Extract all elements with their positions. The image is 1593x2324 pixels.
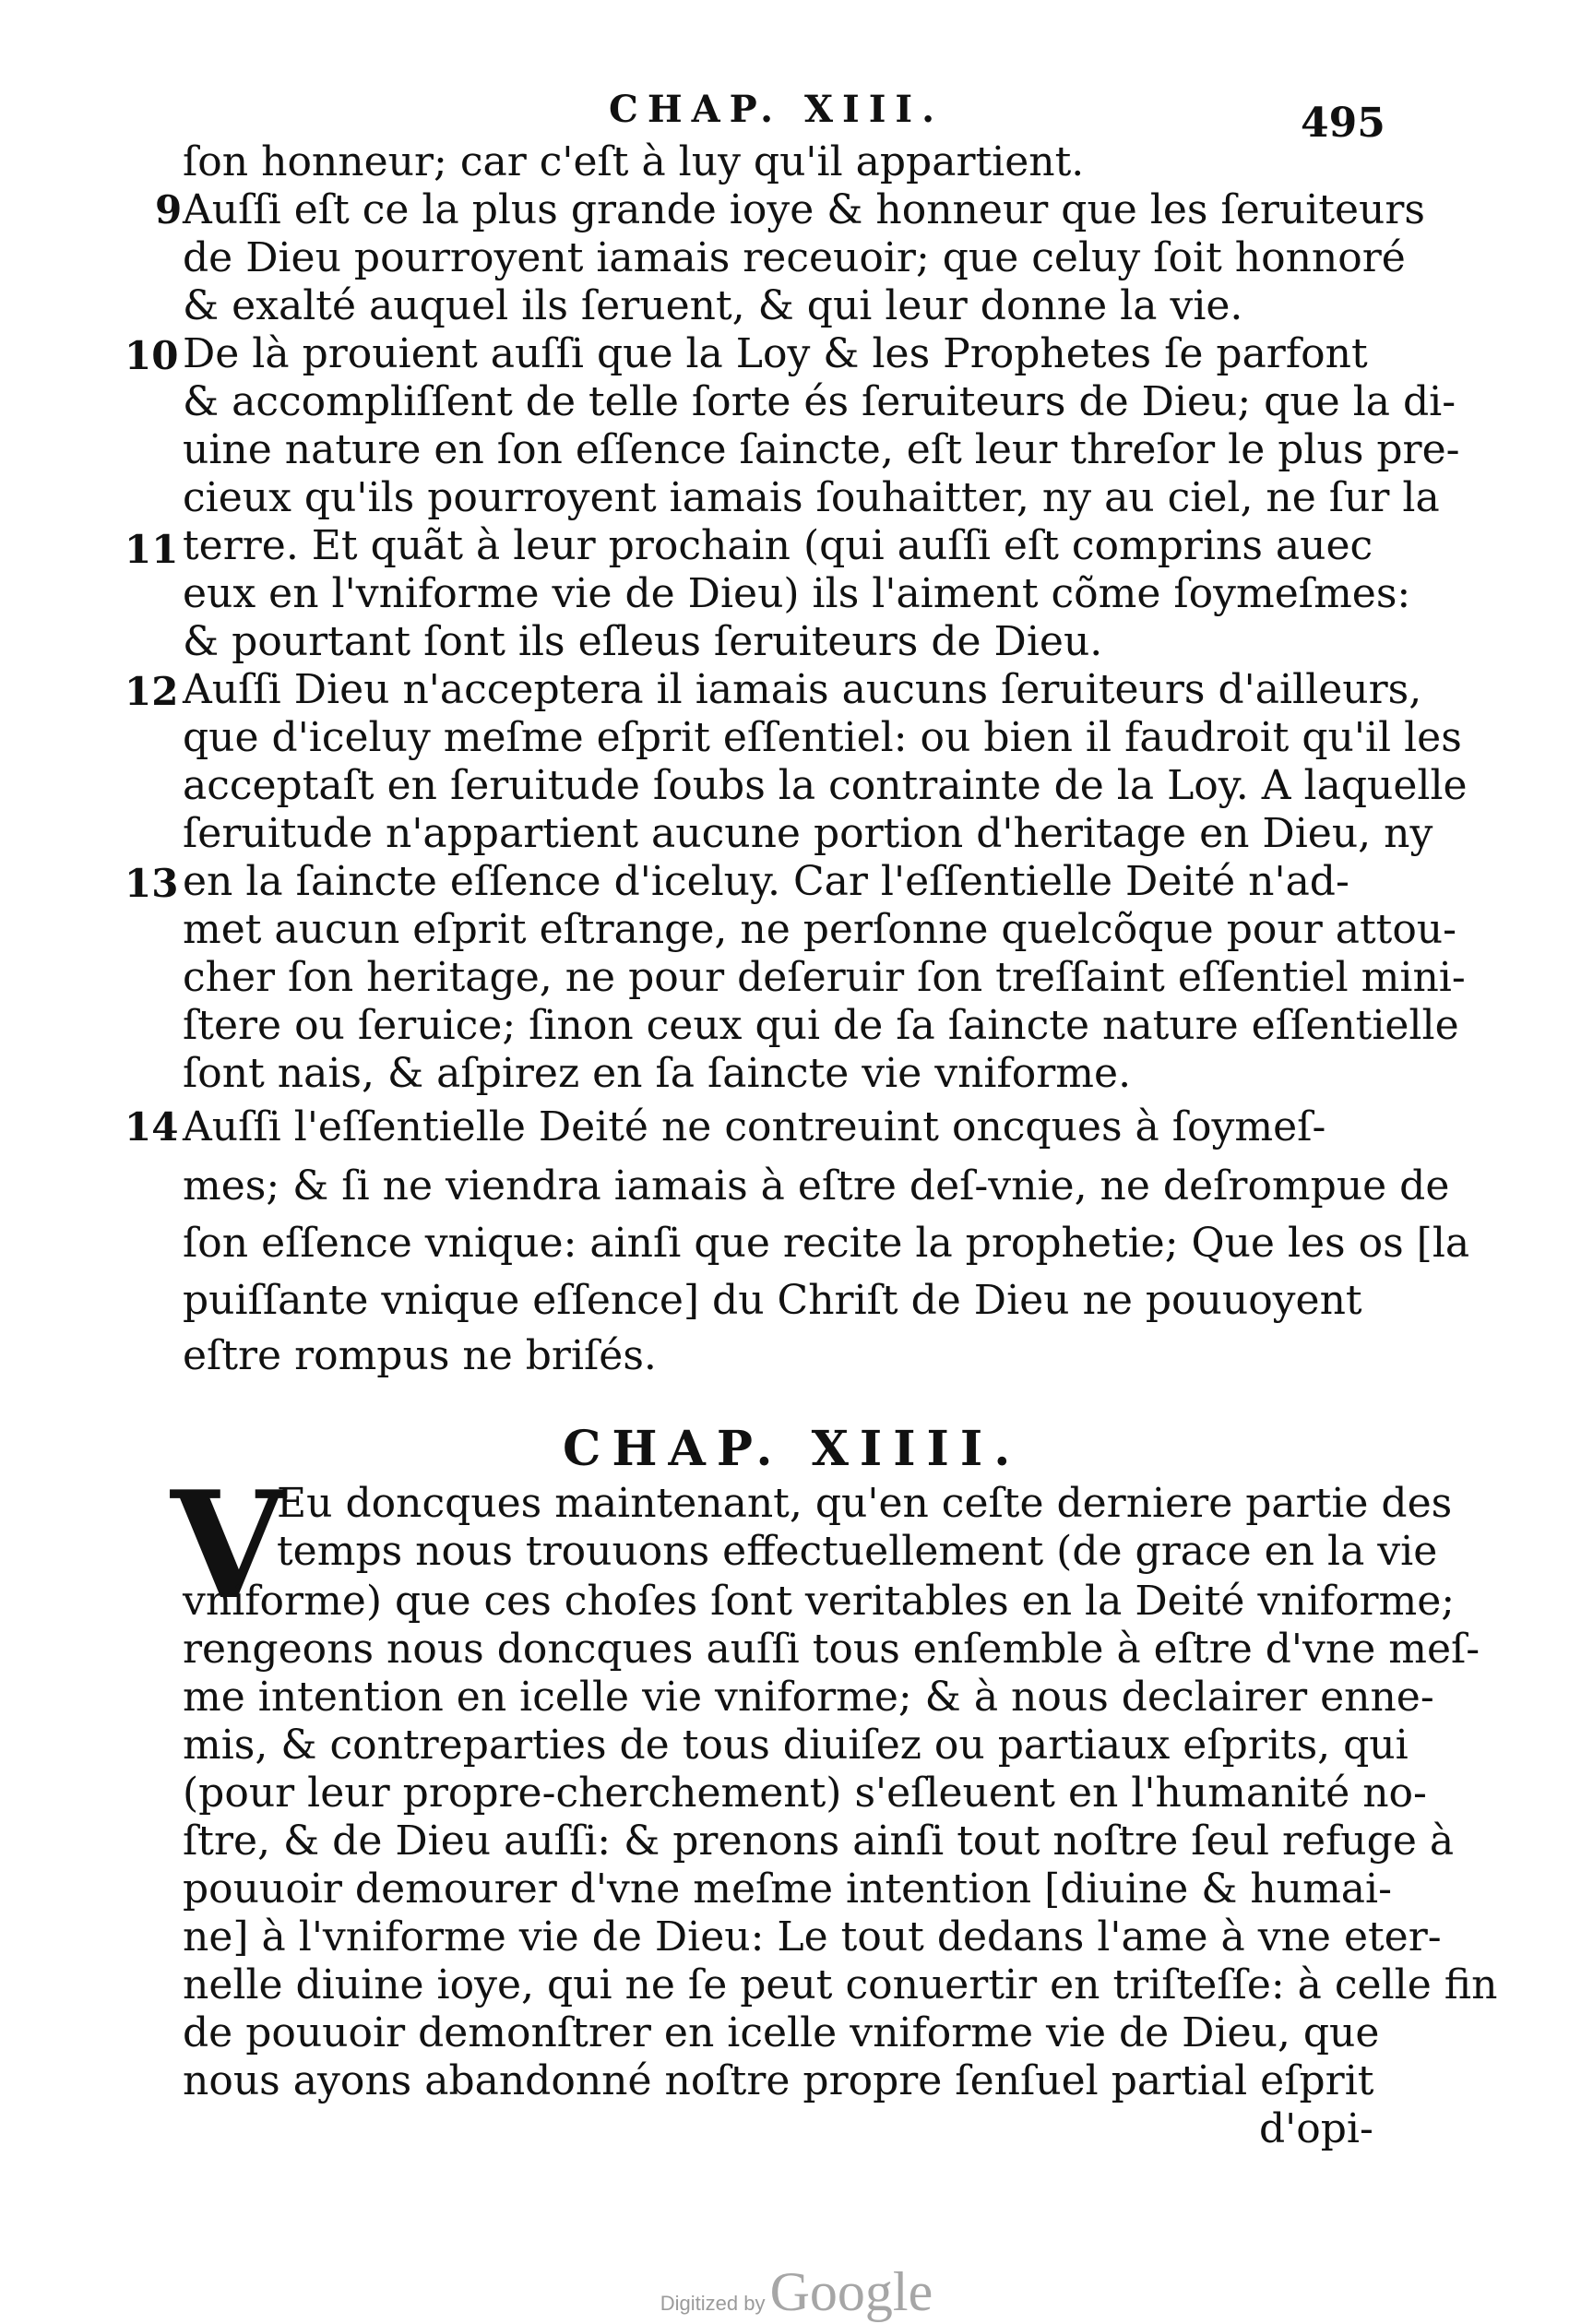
verse-number: 10	[125, 333, 179, 378]
text-line: ſon eſſence vnique: ainſi que recite la prophetie; Que les os [la	[183, 1220, 1470, 1267]
text-line: ſtre, & de Dieu auſſi: & prenons ainſi tout noſtre ſeul refuge à	[183, 1817, 1455, 1865]
text-line: & accompliſſent de telle ſorte és ſeruiteurs de Dieu; que la di-	[183, 378, 1456, 425]
text-line: De là prouient auſſi que la Loy & les Prophetes ſe parfont	[183, 330, 1368, 377]
text-line: met aucun eſprit eſtrange, ne perſonne quelcõque pour attou-	[183, 906, 1457, 953]
text-line: mes; & ſi ne viendra iamais à eſtre deſ-vnie, ne deſrompue de	[183, 1162, 1450, 1210]
text-line: (pour leur propre-cherchement) s'eſleuent en l'humanité no-	[183, 1770, 1427, 1817]
text-line: Auſſi Dieu n'acceptera il iamais aucuns ſeruiteurs d'ailleurs,	[183, 666, 1422, 713]
text-line: rengeons nous doncques auſſi tous enſemble à eſtre d'vne meſ-	[183, 1626, 1480, 1673]
catchword: d'opi-	[1259, 2105, 1373, 2152]
text-line: de Dieu pourroyent iamais receuoir; que celuy ſoit honnoré	[183, 234, 1406, 281]
text-line: eux en l'vniforme vie de Dieu) ils l'aiment cõme ſoymeſmes:	[183, 570, 1411, 617]
text-line: de pouuoir demonſtrer en icelle vniforme vie de Dieu, que	[183, 2009, 1380, 2056]
text-line: eſtre rompus ne briſés.	[183, 1332, 657, 1379]
chapter-heading: CHAP. XIIII.	[563, 1421, 1022, 1477]
text-line: terre. Et quãt à leur prochain (qui auſſi eſt comprins auec	[183, 522, 1373, 569]
text-line: ſeruitude n'appartient aucune portion d'heritage en Dieu, ny	[183, 810, 1433, 857]
google-logo: Google	[769, 2261, 933, 2322]
text-line: cieux qu'ils pourroyent iamais ſouhaitter, ny au ciel, ne ſur la	[183, 474, 1440, 521]
text-line: vniforme) que ces choſes ſont veritables en la Deité vniforme;	[183, 1578, 1456, 1625]
text-line: pouuoir demourer d'vne meſme intention [diuine & humai-	[183, 1865, 1392, 1913]
text-line: mis, & contreparties de tous diuiſez ou partiaux eſprits, qui	[183, 1722, 1409, 1769]
page-number: 495	[1301, 100, 1385, 147]
text-line: que d'iceluy meſme eſprit eſſentiel: ou bien il faudroit qu'il les	[183, 714, 1462, 761]
text-line: Auſſi eſt ce la plus grande ioye & honneur que les ſeruiteurs	[183, 186, 1425, 233]
text-line: puiſſante vnique eſſence] du Chriſt de Dieu ne pouuoyent	[183, 1277, 1362, 1324]
verse-number: 13	[125, 861, 179, 906]
text-line: cher ſon heritage, ne pour deſeruir ſon treſſaint eſſentiel mini-	[183, 954, 1466, 1001]
watermark-text: Digitized by	[660, 2292, 766, 2315]
text-line: uine nature en ſon eſſence ſaincte, eſt leur threſor le plus pre-	[183, 426, 1460, 473]
text-line: & pourtant ſont ils eſleus ſeruiteurs de Dieu.	[183, 618, 1103, 665]
text-line: temps nous trouuons effectuellement (de grace en la vie	[277, 1528, 1438, 1575]
text-line: & exalté auquel ils ſeruent, & qui leur donne la vie.	[183, 282, 1243, 329]
verse-number: 14	[125, 1104, 179, 1150]
drop-cap-initial: V	[171, 1459, 286, 1632]
text-line: ſtere ou ſeruice; ſinon ceux qui de ſa ſaincte nature eſſentielle	[183, 1002, 1459, 1049]
digitized-watermark	[0, 2260, 1593, 2324]
text-line: Eu doncques maintenant, qu'en ceſte derniere partie des	[277, 1480, 1453, 1527]
text-line: Auſſi l'eſſentielle Deité ne contreuint oncques à ſoymeſ-	[183, 1103, 1326, 1150]
verse-number: 9	[155, 187, 183, 232]
text-line: en la ſaincte eſſence d'iceluy. Car l'eſſentielle Deité n'ad-	[183, 858, 1349, 905]
text-line: ſon honneur; car c'eſt à luy qu'il appartient.	[183, 138, 1085, 185]
verse-number: 12	[125, 669, 179, 714]
text-line: nelle diuine ioye, qui ne ſe peut conuertir en triſteſſe: à celle fin	[183, 1961, 1498, 2008]
running-head: CHAP. XIII.	[609, 88, 945, 131]
text-line: ſont nais, & aſpirez en ſa ſaincte vie vniforme.	[183, 1050, 1132, 1097]
verse-number: 11	[125, 527, 179, 572]
text-line: nous ayons abandonné noſtre propre ſenſuel partial eſprit	[183, 2057, 1374, 2104]
text-line: me intention en icelle vie vniforme; & à nous declairer enne-	[183, 1674, 1434, 1721]
text-line: acceptaſt en ſeruitude ſoubs la contrainte de la Loy. A laquelle	[183, 762, 1468, 809]
text-line: ne] à l'vniforme vie de Dieu: Le tout dedans l'ame à vne eter-	[183, 1913, 1442, 1961]
